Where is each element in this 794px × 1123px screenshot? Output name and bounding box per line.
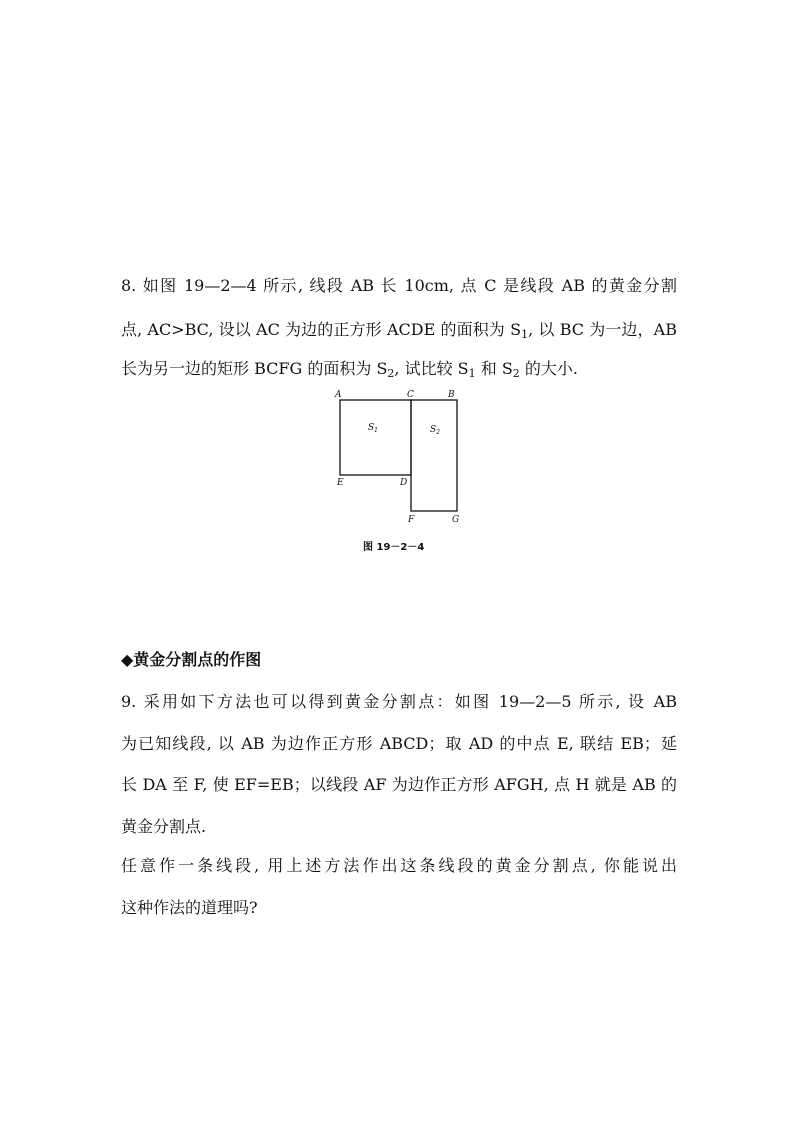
label-f: F xyxy=(408,515,415,525)
subscript-2: 2 xyxy=(512,367,520,380)
figure-caption: 图 19－2－4 xyxy=(363,542,425,553)
problem9-line5: 任意作一条线段, 用上述方法作出这条线段的黄金分割点, 你能说出 xyxy=(121,856,677,875)
subscript-1: 1 xyxy=(468,367,476,380)
label-b: B xyxy=(448,390,455,400)
region-s1: $S_1$ xyxy=(368,423,378,434)
problem9-line2: 为已知线段, 以 AB 为边作正方形 ABCD；取 AD 的中点 E, 联结 EB；延 xyxy=(121,734,677,753)
problem8-line2-text-a: 点, AC>BC, 设以 AC 为边的正方形 ACDE 的面积为 S xyxy=(121,320,522,339)
problem8-line3-text-b: , 试比较 S xyxy=(394,359,469,378)
region-s2: $S_2$ xyxy=(430,425,440,436)
problem8-line3-text-a: 长为另一边的矩形 BCFG 的面积为 S xyxy=(121,359,388,378)
problem8-line1: 8. 如图 19—2—4 所示, 线段 AB 长 10cm, 点 C 是线段 AB 的黄金分割 xyxy=(121,276,677,295)
label-c: C xyxy=(407,390,414,400)
problem9-line6: 这种作法的道理吗? xyxy=(121,898,258,917)
subscript-2: 2 xyxy=(387,367,395,380)
subscript-1: 1 xyxy=(521,328,529,341)
problem8-line3-text-c: 和 S xyxy=(475,359,513,378)
label-e: E xyxy=(337,478,344,488)
label-g: G xyxy=(452,515,460,525)
problem8-line2 xyxy=(121,313,677,351)
problem8-line3-text-d: 的大小. xyxy=(519,359,578,378)
square-acde xyxy=(340,400,411,475)
problem9-line3: 长 DA 至 F, 使 EF=EB；以线段 AF 为边作正方形 AFGH, 点 H 就是 AB 的 xyxy=(121,775,677,794)
label-a: A xyxy=(335,390,342,400)
rectangle-bcfg xyxy=(411,400,457,511)
problem9-line4: 黄金分割点. xyxy=(121,817,207,836)
figure-19-2-4 xyxy=(320,384,480,564)
section-heading: ◆黄金分割点的作图 xyxy=(121,650,262,669)
problem9-line1: 9. 采用如下方法也可以得到黄金分割点：如图 19—2—5 所示, 设 AB xyxy=(121,692,677,711)
problem8-line2-text-b: , 以 BC 为一边，AB xyxy=(528,320,677,339)
label-d: D xyxy=(400,478,408,488)
